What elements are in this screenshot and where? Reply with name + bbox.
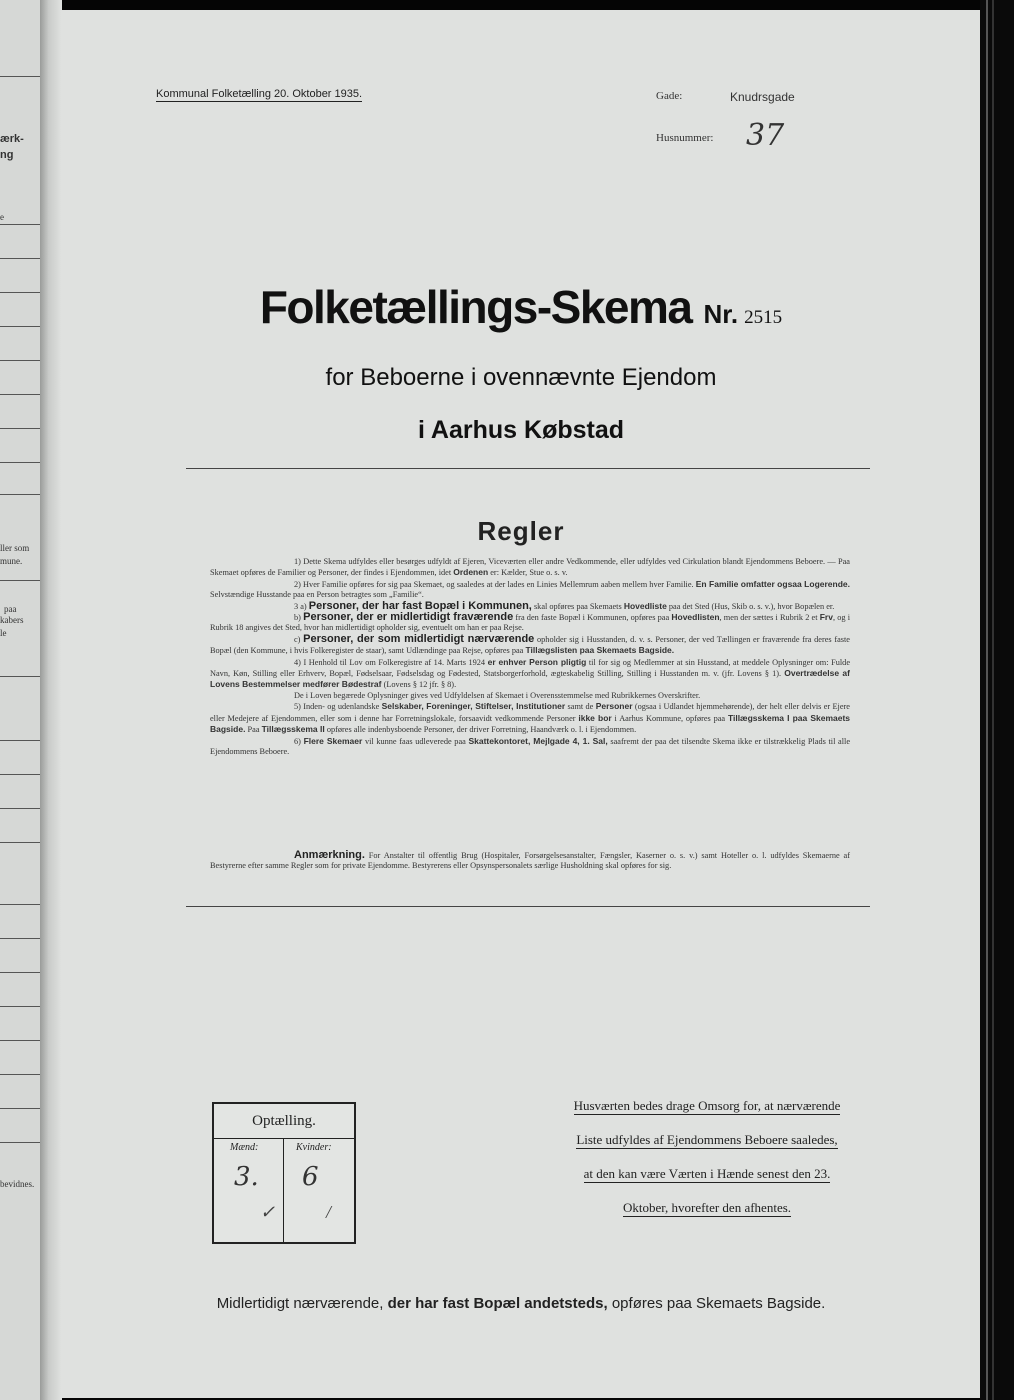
form-municipality: i Aarhus Købstad [417,416,625,444]
left-page-text: bevidnes. [0,1179,35,1189]
left-page-rule [0,972,44,973]
left-page-rule [0,76,44,77]
left-page-rule [0,394,44,395]
left-page-rule [0,774,44,775]
tally-title: Optælling. [252,1113,316,1129]
footer-instruction: Midlertidigt nærværende, der har fast Bopæl andetsteds, opføres paa Skemaets Bagside. [216,1295,826,1312]
left-page-rule [0,740,44,741]
left-page-rule [0,580,44,581]
rule-3b: b) Personer, der er midlertidigt fraværende fra den faste Bopæl i Kommunen, opføres paa Hovedlisten, men der sættes i Rubrik 2 et Frv, og i Rubrik 18 angives det Sted, hvor han midlertidigt opholder sig, eventuelt om han er paa Rejse. [210,611,851,633]
census-form-page [62,10,980,1398]
left-page-text: mune. [0,556,23,566]
house-number-label: Husnummer: [656,132,714,144]
left-page-rule [0,292,44,293]
left-page-text: kabers [0,615,24,625]
edge-stripe [986,0,988,1400]
tally-men-label: Mænd: [230,1142,259,1153]
left-page-text: e [0,212,4,222]
right-book-edge [980,0,1014,1400]
rule-1: 1) Dette Skema udfyldes eller besørges udfyldt af Ejeren, Viceværten eller andre Vedkommende, eller udfyldes ved Cirkulation blandt Ejendommens Beboere. — Paa Skemaet opføres de Familier og Personer, der findes i Ejendommen, idet Ordenen er: Kælder, Stue o. s. v. [210,557,850,578]
left-page-rule [0,462,44,463]
left-page-rule [0,842,44,843]
rules-heading: Regler [477,516,565,546]
rule-5: 5) Inden- og udenlandske Selskaber, Foreninger, Stiftelser, Institutioner samt de Personer (ogsaa i Udlandet hjemmehørende), der helt eller delvis er Ejere eller Medejere af Ejendommen, eller som i denne har Forretningslokale, forsaavidt vedkommende Personer ikke bor i Aarhus Kommune, opføres paa Tillægsskema I paa Skemaets Bagside. Paa Tillægsskema II opføres alle indenbysboende Personer, der driver Forretning, Haandværk o. l. i Ejendommen. [210,701,851,735]
tally-box [212,1102,356,1244]
left-page-rule [0,494,44,495]
note-paragraph [210,850,850,872]
left-page-rule [0,224,44,225]
left-page-rule [0,938,44,939]
left-page-text: ng [0,149,14,161]
tally-women-label: Kvinder: [296,1142,332,1153]
form-title [62,280,980,334]
rule-2: 2) Hver Familie opføres for sig paa Skemaet, og saaledes at der lades en Linies Mellemrum aaben mellem hver Familie. En Familie omfatter ogsaa Logerende. Selvstændige Husstande paa en Person betragtes som „Familie“. [210,578,850,600]
tally-men-checkmark: ✓ [260,1202,276,1222]
rule-3c: c) Personer, der som midlertidigt nærværende opholder sig i Husstanden, d. v. s. Personer, der ved Tællingen er fraværende fra deres faste Bopæl (den Kommune, i hvis Folkeregister de staar), samt Udlændinge paa Rejse, opføres paa Tillægslisten paa Skemaets Bagside. [210,632,850,656]
left-page-rule [0,808,44,809]
rules-text [210,557,850,757]
landlord-notice-line: Husværten bedes drage Omsorg for, at nærværende [573,1098,841,1113]
left-page-rule [0,1006,44,1007]
tally-women-checkmark: / [326,1202,332,1222]
left-page-text: ller som [0,543,30,553]
left-page-text: ærk- [0,133,24,145]
note-label: Anmærkning. [294,849,365,861]
left-page-rule [0,1074,44,1075]
landlord-notice-line: Liste udfyldes af Ejendommens Beboere saaledes, [576,1132,838,1147]
form-number-label: Nr. [703,299,739,329]
rule-4: 4) I Henhold til Lov om Folkeregistre af 14. Marts 1924 er enhver Person pligtig til for sig og Medlemmer at sin Husstand, at meddele Oplysninger om: Fulde Navn, Køn, Stilling eller Erhverv, Bopæl, Fødselsaar, Fødselsdag og Fødested, Statsborgerforhold, ægteskabelig Stilling, Stilling i Husstanden m. v. (jfr. Lovens § 1). Overtrædelse af Lovens Bestemmelser medfører Bødestraf (Lovens § 12 jfr. § 8). [210,656,851,690]
form-number: 2515 [744,307,783,328]
rule-6: 6) Flere Skemaer vil kunne faas udleverede paa Skattekontoret, Mejlgade 4, 1. Sal, saafremt der paa det tilsendte Skema ikke er tilstrækkelig Plads til alle Ejendommens Beboere. [210,735,851,756]
left-page-text: le [0,628,7,638]
left-page-rule [0,1108,44,1109]
left-page-rule [0,360,44,361]
house-number-value: 37 [746,118,785,153]
landlord-notice-line: Oktober, hvorefter den afhentes. [622,1200,792,1215]
left-page-rule [0,428,44,429]
left-page-text: paa [4,604,17,614]
form-title-main: Folketællings-Skema [259,281,692,333]
left-page-rule [0,904,44,905]
tally-women-value: 6 [302,1162,319,1192]
landlord-notice-line: at den kan være Værten i Hænde senest den 23. [583,1166,831,1181]
rule-4b: De i Loven begærede Oplysninger gives ved Udfyldelsen af Skemaet i Overensstemmelse med Rubrikkernes Overskrifter. [294,690,701,700]
divider [186,906,870,907]
street-label: Gade: [656,90,683,102]
tally-divider [283,1138,284,1242]
census-date-line: Kommunal Folketælling 20. Oktober 1935. [156,88,363,100]
left-page-rule [0,1142,44,1143]
left-page-rule [0,258,44,259]
divider [186,468,870,469]
tally-divider [214,1138,354,1139]
street-value: Knudrsgade [730,90,795,104]
left-page-rule [0,1040,44,1041]
left-page-rule [0,676,44,677]
left-page-rule [0,326,44,327]
form-subtitle: for Beboerne i ovennævnte Ejendom [325,364,717,391]
note-text: For Anstalter til offentlig Brug (Hospitaler, Forsørgelsesanstalter, Fængsler, Kaserner o. s. v.) samt Hoteller o. l. udfyldes Skemaerne af Bestyrerne efter samme Regler som for private Ejendomme. Bestyrerens eller Opsynspersonalets særlige Husholdning skal opføres for sig. [210,851,850,871]
tally-men-value: 3. [234,1162,259,1192]
book-binding [40,0,62,1400]
edge-stripe [992,0,994,1400]
rule-3a: 3 a) Personer, der har fast Bopæl i Kommunen, skal opføres paa Skemaets Hovedliste paa det Sted (Hus, Skib o. s. v.), hvor Bopælen er. [294,599,835,612]
